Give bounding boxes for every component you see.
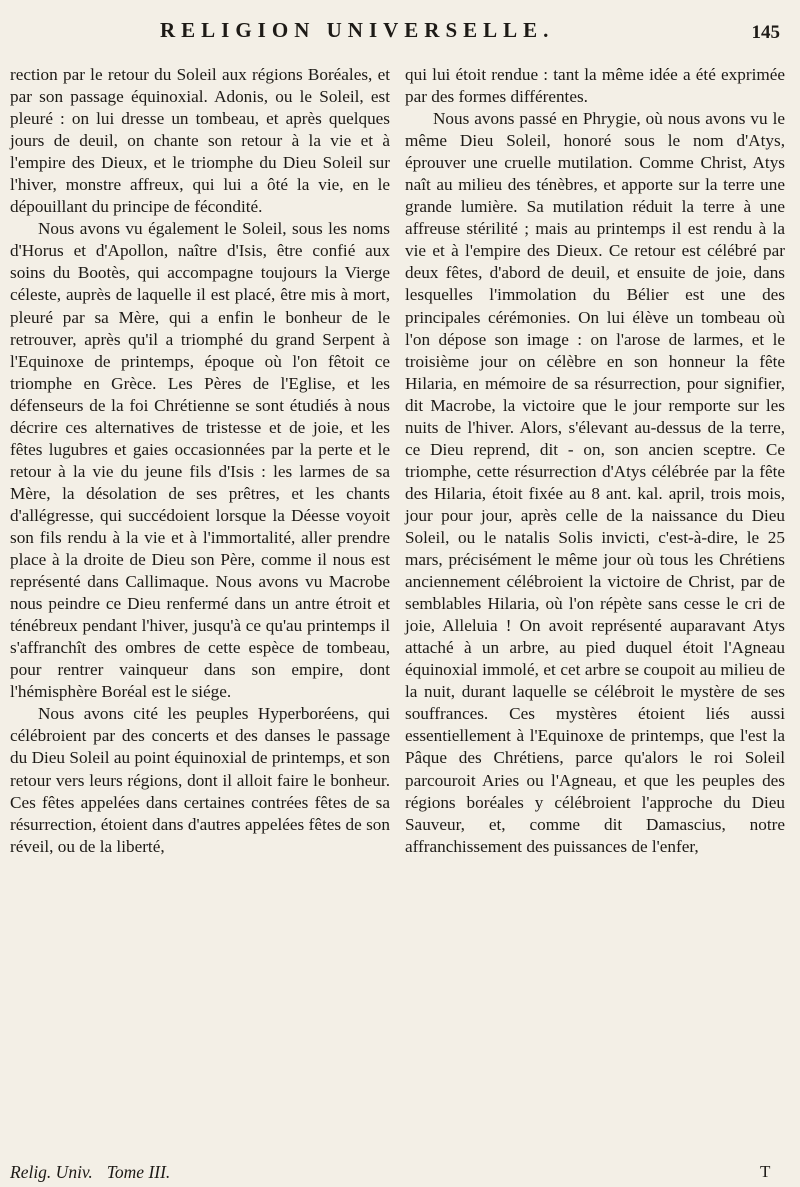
signature-volume: Tome III. [106,1162,171,1182]
signature-line [10,1162,390,1183]
running-title: RELIGION UNIVERSELLE. [160,18,555,42]
paragraph: qui lui étoit rendue : tant la même idée a été exprimée par des formes différentes. [405,65,785,107]
page-number: 145 [751,22,780,43]
signature-letter: T [760,1162,771,1181]
paragraph: Nous avons passé en Phrygie, où nous avons vu le même Dieu Soleil, honoré sous le nom d'Atys, éprouver une cruelle mutilation. Comme Christ, Atys naît au milieu des ténèbres, et apporte sur la terre une grande lumière. Sa mutilation réduit la terre à une affreuse stérilité ; mais au printemps il est rendu à la vie et à l'empire des Dieux. Ce retour est célébré par deux fêtes, d'abord de deuil, et ensuite de joie, dans lesquelles l'immolation du Bélier est une des principales cérémonies. On lui élève un tombeau où l'on dépose son image : on l'arose de larmes, et le troisième jour on célèbre en son honneur la fête Hilaria, en mémoire de sa résurrection, pour signifier, dit Macrobe, la victoire que le jour remporte sur les nuits de l'hiver. Alors, s'élevant au-dessus de la terre, ce Dieu reprend, dit - on, son ancien sceptre. Ce triomphe, cette résurrection d'Atys célébrée par la fête des Hilaria, étoit fixée au 8 ant. kal. april, trois mois, jour pour jour, après celle de la naissance du Dieu Soleil, ou le natalis Solis invicti, c'est-à-dire, le 25 mars, précisément le même jour où tous les Chrétiens anciennement célébroient la victoire de Christ, par de semblables Hilaria, où l'on répète sans cesse le cri de joie, Alleluia ! On avoit représenté auparavant Atys attaché à un arbre, au pied duquel étoit l'Agneau équinoxial immolé, et cet arbre se coupoit au milieu de la nuit, durant laquelle se célébroit le mystère de ses souffrances. Ces mystères étoient liés aussi essentiellement à l'Equinoxe de printemps, que l'est la Pâque des Chrétiens, parce qu'alors le roi Soleil parcouroit Aries ou l'Agneau, et que les peuples des régions boréales y célébroient l'approche du Dieu Sauveur, et, comme dit Damascius, notre affranchissement des puissances de l'enfer, [405,109,785,856]
right-column [405,64,785,858]
left-column [10,64,390,858]
paragraph: rection par le retour du Soleil aux régions Boréales, et par son passage équinoxial. Adonis, ou le Soleil, est pleuré : on lui dresse un tombeau, et après quelques jours de deuil, on chante son retour à la vie et à l'empire des Dieux, et le triomphe du Dieu Soleil sur l'hiver, monstre affreux, qui lui a ôté la vie, en le dépouillant du principe de fécondité. [10,65,390,217]
paragraph: Nous avons vu également le Soleil, sous les noms d'Horus et d'Apollon, naître d'Isis, être confié aux soins du Bootès, qui accompagne toujours la Vierge céleste, auprès de laquelle il est placé, être mis à mort, pleuré par sa Mère, qui a enfin le bonheur de le retrouver, après qu'il a triomphé du grand Serpent à l'Equinoxe de printemps, époque où l'on fêtoit ce triomphe en Grèce. Les Pères de l'Eglise, et les défenseurs de la foi Chrétienne se sont étudiés à nous décrire ces alternatives de tristesse et de joie, et les fêtes lugubres et gaies occasionnées par la perte et le retour à la vie du jeune fils d'Isis : les larmes de sa Mère, la désolation de ses prêtres, et les chants d'allégresse, qui succédoient lorsque la Déesse voyoit son fils rendu à la vie et à l'immortalité, aller prendre place à la droite de Dieu son Père, comme il nous est représenté dans Callimaque. Nous avons vu Macrobe nous peindre ce Dieu renfermé dans un antre étroit et ténébreux pendant l'hiver, jusqu'à ce qu'au printemps il s'affranchît des ombres de cette espèce de tombeau, pour rentrer vainqueur dans son empire, dont l'hémisphère Boréal est le siége. [10,219,390,702]
paragraph: Nous avons cité les peuples Hyperboréens, qui célébroient par des concerts et des danses le passage du Dieu Soleil au point équinoxial de printemps, et son retour vers leurs régions, dont il alloit faire le bonheur. Ces fêtes appelées dans certaines contrées fêtes de sa résurrection, étoient dans d'autres appelées fêtes de son réveil, ou de la liberté, [10,704,390,856]
signature-title: Relig. Univ. [10,1162,93,1182]
